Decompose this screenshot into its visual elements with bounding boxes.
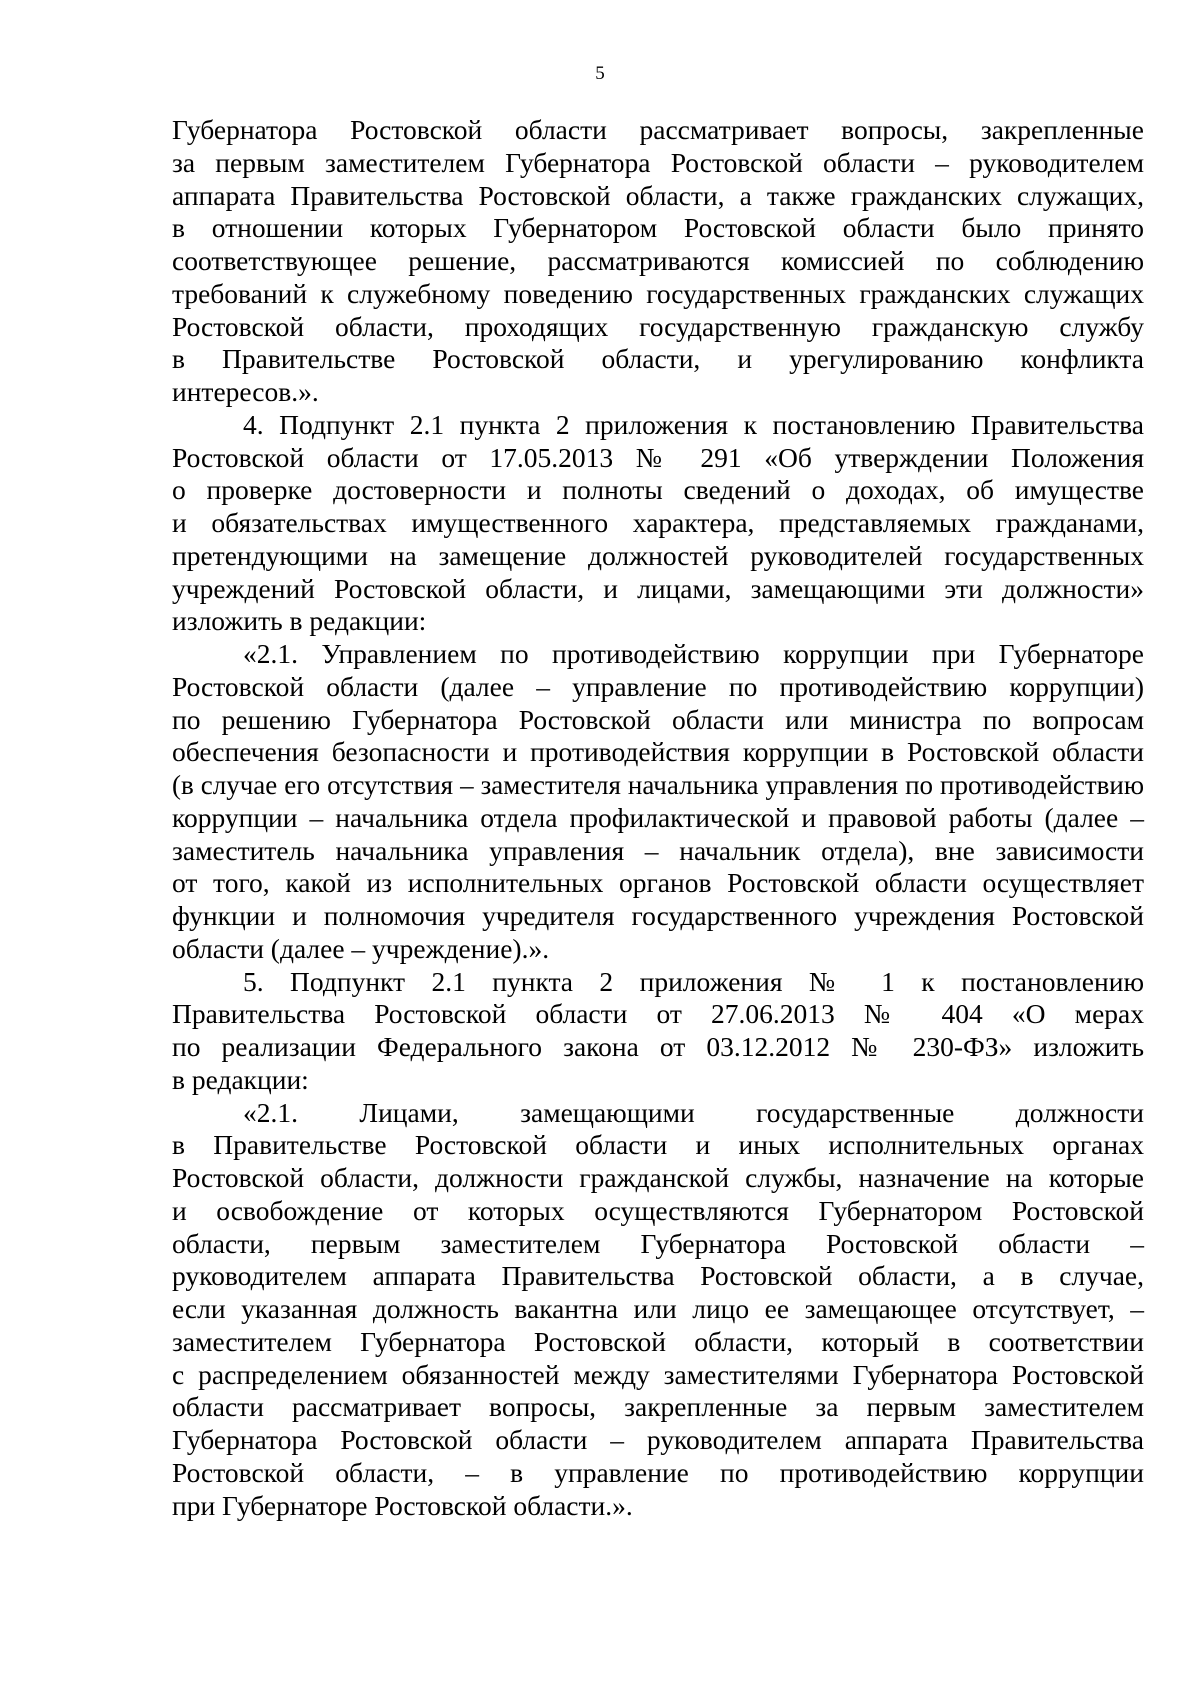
text-line: (в случае его отсутствия – заместителя начальника управления по противодействию	[172, 770, 1144, 800]
paragraph	[172, 1097, 1144, 1523]
text-line: Ростовской области, проходящих государственную гражданскую службу	[172, 310, 1144, 342]
text-line: интересов.».	[172, 376, 319, 407]
text-line: функции и полномочия учредителя государственного учреждения Ростовской	[172, 900, 1144, 931]
paragraph	[172, 638, 1144, 966]
text-line: в Правительстве Ростовской области, и урегулированию конфликта	[172, 343, 1144, 375]
text-line: Ростовской области от 17.05.2013 № 291 «Об утверждении Положения	[172, 441, 1144, 473]
text-line: в Правительстве Ростовской области и иных исполнительных органах	[172, 1129, 1144, 1161]
text-line: от того, какой из исполнительных органов Ростовской области осуществляет	[172, 867, 1144, 899]
text-line: и обязательствах имущественного характера, представляемых гражданами,	[172, 507, 1144, 538]
text-line: области (далее – учреждение).».	[172, 932, 550, 964]
text-line: учреждений Ростовской области, и лицами, замещающими эти должности»	[172, 572, 1144, 604]
text-line: заместителем Губернатора Ростовской области, который в соответствии	[172, 1325, 1144, 1357]
text-line: «2.1. Лицами, замещающими государственные должности	[243, 1096, 1144, 1128]
text-line: Ростовской области, – в управление по противодействию коррупции	[172, 1456, 1144, 1488]
text-line: Ростовской области, должности гражданской службы, назначение на которые	[172, 1162, 1144, 1193]
text-line: коррупции – начальника отдела профилактической и правовой работы (далее –	[172, 801, 1144, 833]
text-line: заместитель начальника управления – начальник отдела), вне зависимости	[172, 834, 1144, 866]
text-line: о проверке достоверности и полноты сведений о доходах, об имуществе	[172, 474, 1144, 506]
text-line: Правительства Ростовской области от 27.06.2013 № 404 «О мерах	[172, 998, 1144, 1030]
text-line: претендующими на замещение должностей руководителей государственных	[172, 539, 1144, 571]
page-number: 5	[595, 63, 605, 84]
paragraph	[172, 114, 1144, 409]
text-line: требований к служебному поведению государственных гражданских служащих	[172, 277, 1144, 309]
text-line: за первым заместителем Губернатора Ростовской области – руководителем	[172, 146, 1144, 178]
text-line: Ростовской области (далее – управление по противодействию коррупции)	[172, 670, 1144, 702]
text-line: обеспечения безопасности и противодействия коррупции в Ростовской области	[172, 736, 1144, 768]
paragraph	[172, 409, 1144, 638]
text-line: и освобождение от которых осуществляются Губернатором Ростовской	[172, 1194, 1144, 1226]
text-line: по реализации Федерального закона от 03.12.2012 № 230-ФЗ» изложить	[172, 1031, 1144, 1062]
text-line: если указанная должность вакантна или лицо ее замещающее отсутствует, –	[172, 1293, 1144, 1324]
text-line: 4. Подпункт 2.1 пункта 2 приложения к постановлению Правительства	[243, 408, 1144, 440]
text-line: соответствующее решение, рассматриваются комиссией по соблюдению	[172, 245, 1144, 276]
text-line: «2.1. Управлением по противодействию коррупции при Губернаторе	[243, 638, 1144, 669]
text-line: области, первым заместителем Губернатора Ростовской области –	[172, 1227, 1144, 1259]
text-line: 5. Подпункт 2.1 пункта 2 приложения № 1 к постановлению	[243, 965, 1144, 997]
text-line: области рассматривает вопросы, закрепленные за первым заместителем	[172, 1391, 1144, 1423]
document-body	[172, 114, 1144, 1522]
text-line: при Губернаторе Ростовской области.».	[172, 1489, 633, 1521]
text-line: Губернатора Ростовской области рассматривает вопросы, закрепленные	[172, 114, 1144, 145]
text-line: по решению Губернатора Ростовской области или министра по вопросам	[172, 703, 1144, 735]
text-line: руководителем аппарата Правительства Ростовской области, а в случае,	[172, 1260, 1144, 1292]
text-line: в редакции:	[172, 1063, 309, 1095]
text-line: с распределением обязанностей между заместителями Губернатора Ростовской	[172, 1358, 1144, 1390]
text-line: в отношении которых Губернатором Ростовской области было принято	[172, 212, 1144, 244]
text-line: изложить в редакции:	[172, 605, 427, 637]
text-line: Губернатора Ростовской области – руководителем аппарата Правительства	[172, 1424, 1144, 1455]
paragraph	[172, 966, 1144, 1097]
text-line: аппарата Правительства Ростовской области, а также гражданских служащих,	[172, 179, 1144, 211]
